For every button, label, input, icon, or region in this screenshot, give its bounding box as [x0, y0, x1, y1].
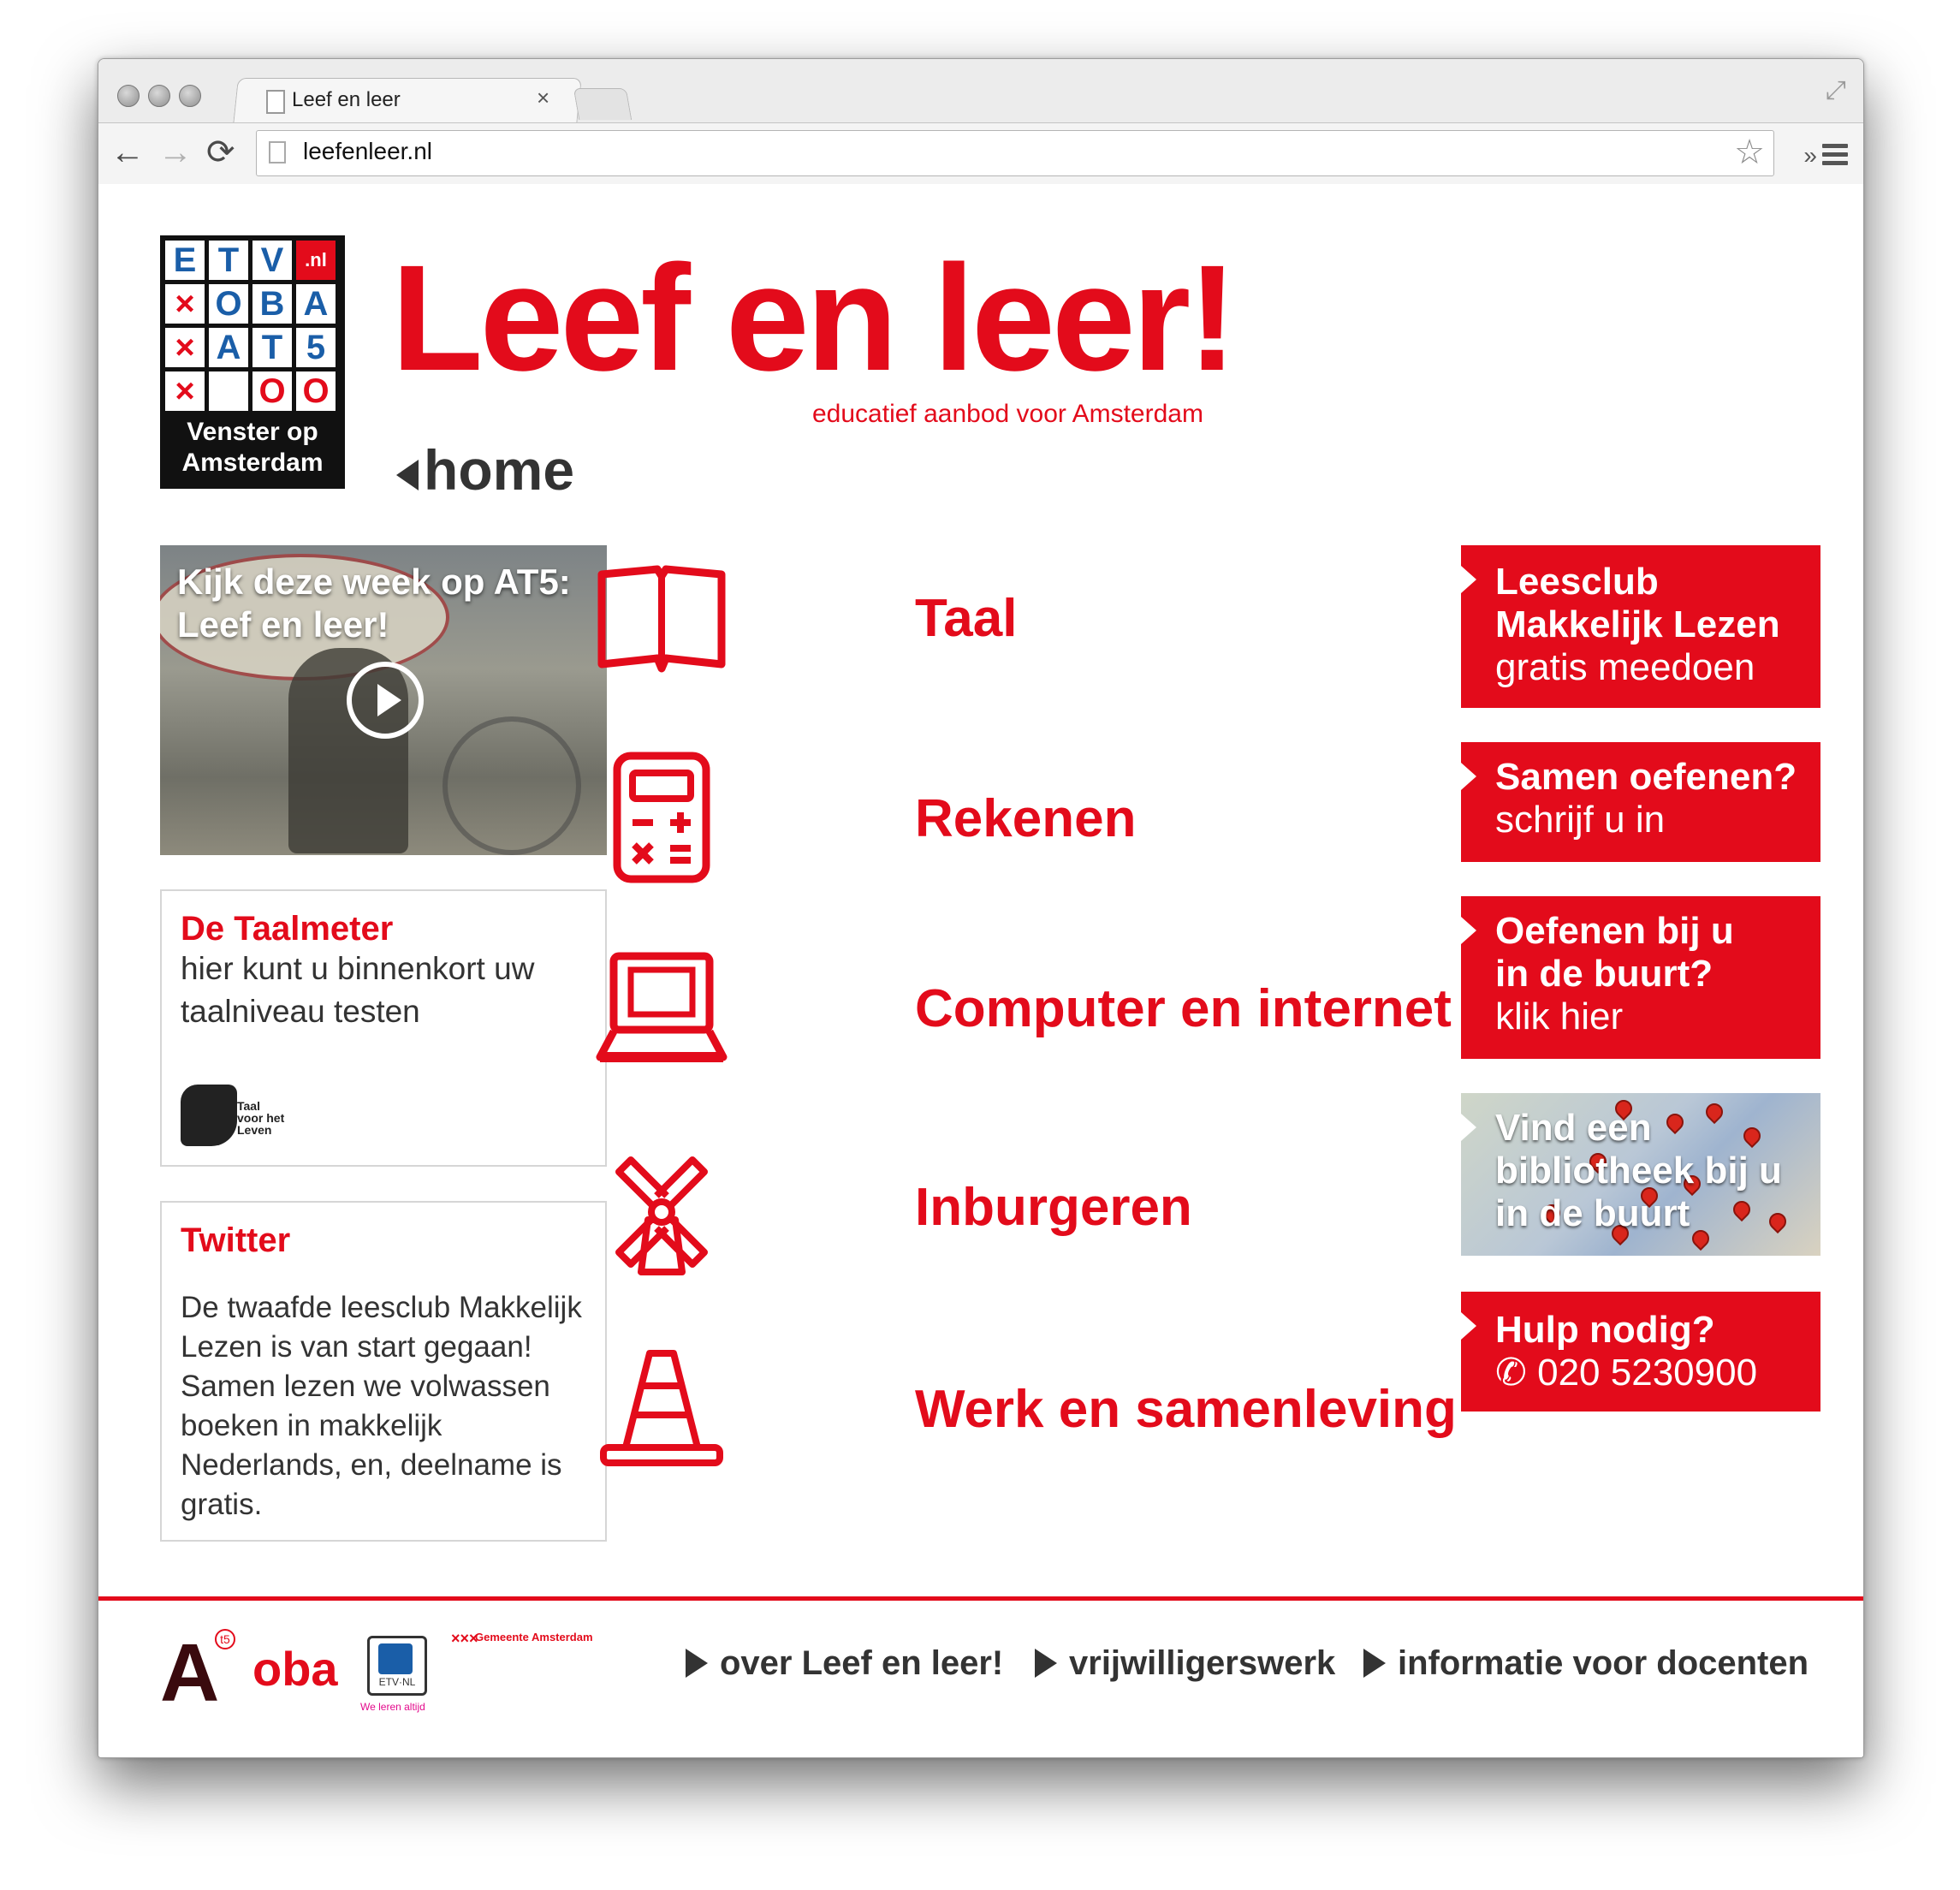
arrow-icon	[1461, 1114, 1476, 1141]
play-triangle-icon	[686, 1649, 708, 1678]
browser-window	[98, 58, 1864, 1758]
vind-bibliotheek-text: Vind een bibliotheek bij u in de buurt	[1495, 1107, 1782, 1234]
category-werk-en-samenleving[interactable]	[593, 1345, 1457, 1482]
reload-icon[interactable]: ⟳	[206, 134, 235, 171]
category-label[interactable]: Inburgeren	[915, 1178, 1192, 1237]
logo-cell: A	[296, 284, 336, 324]
hulp-nodig-button[interactable]	[1461, 1292, 1820, 1412]
site-subtitle: educatief aanbod voor Amsterdam	[812, 400, 1203, 428]
logo-cell: B	[252, 284, 292, 324]
site-title: Leef en leer!	[391, 235, 1234, 402]
leesclub-line-3: gratis meedoen	[1495, 646, 1755, 688]
etv-tagline: We leren altijd	[360, 1701, 425, 1713]
etv-nl-logo[interactable]	[367, 1636, 427, 1696]
logo-cell: ×	[165, 284, 205, 324]
leesclub-line-1: Leesclub	[1495, 561, 1659, 603]
category-label[interactable]: Computer en internet	[915, 979, 1452, 1038]
gemeente-amsterdam-xxx-icon: ×××	[451, 1630, 478, 1647]
extensions-chevron-icon[interactable]: »	[1803, 142, 1817, 169]
bookmark-star-icon[interactable]: ☆	[1734, 134, 1765, 171]
at5-badge: t5	[215, 1629, 235, 1649]
forward-arrow-icon[interactable]: →	[158, 134, 193, 171]
web-page	[98, 184, 1863, 1757]
logo-cell: O	[296, 371, 336, 411]
calculator-icon	[593, 749, 730, 886]
hulp-phone-row	[1495, 1352, 1820, 1394]
twitter-title[interactable]: Twitter	[181, 1221, 291, 1259]
menu-icon[interactable]	[1822, 144, 1848, 169]
leesclub-line-2: Makkelijk Lezen	[1495, 603, 1780, 645]
address-bar[interactable]	[256, 130, 1774, 176]
logo-cell: T	[209, 241, 248, 280]
book-icon	[593, 557, 730, 677]
oefenen-line-3: klik hier	[1495, 996, 1624, 1037]
video-caption: Kijk deze week op AT5: Leef en leer!	[177, 562, 571, 645]
traffic-cone-icon	[593, 1345, 730, 1473]
logo-cell: ×	[165, 371, 205, 411]
etv-logo-label: ETV·NL	[378, 1676, 416, 1688]
footer-link-docenten[interactable]	[1363, 1644, 1809, 1683]
play-triangle-icon	[1035, 1649, 1057, 1678]
at5-logo[interactable]: A	[160, 1627, 220, 1719]
logo-cell: V	[252, 241, 292, 280]
taal-voor-het-leven-logo	[181, 1081, 283, 1150]
taalmeter-text: hier kunt u binnenkort uw taalniveau testen	[181, 951, 535, 1029]
venster-op-amsterdam-logo[interactable]	[160, 235, 345, 489]
back-triangle-icon	[396, 460, 419, 490]
browser-tab-content[interactable]	[249, 83, 574, 122]
logo-cell: ×	[165, 328, 205, 367]
leesclub-button[interactable]	[1461, 545, 1820, 708]
footer-link-vrijwilligerswerk[interactable]	[1035, 1644, 1335, 1683]
etv-logo-mark	[378, 1643, 413, 1674]
bicycle-image	[442, 716, 581, 855]
tweet-text: De twaafde leesclub Makkelijk Lezen is van start gegaan! Samen lezen we volwassen boeken in makkelijk Nederlands, en, deelname is gratis.	[181, 1291, 582, 1521]
category-taal[interactable]	[593, 557, 1432, 694]
oba-logo[interactable]: oba	[252, 1642, 338, 1696]
samen-oefenen-button[interactable]	[1461, 742, 1820, 862]
video-thumbnail[interactable]	[160, 545, 607, 855]
samen-line-2: schrijf u in	[1495, 799, 1666, 841]
twitter-box	[160, 1201, 607, 1542]
laptop-icon	[593, 946, 730, 1074]
play-icon[interactable]	[347, 662, 424, 739]
gemeente-amsterdam-logo[interactable]: Gemeente Amsterdam	[475, 1631, 593, 1643]
title-bar	[98, 59, 1863, 122]
taalmeter-box[interactable]	[160, 889, 607, 1167]
fullscreen-icon[interactable]: ⤢	[1826, 76, 1846, 104]
windmill-icon	[593, 1148, 730, 1276]
footer-link-label: over Leef en leer!	[720, 1644, 1004, 1682]
url-text[interactable]: leefenleer.nl	[303, 138, 433, 164]
footer-link-label: informatie voor docenten	[1398, 1644, 1809, 1682]
browser-toolbar	[98, 122, 1863, 186]
logo-cell: O	[252, 371, 292, 411]
category-label[interactable]: Rekenen	[915, 789, 1137, 848]
logo-cell: O	[209, 284, 248, 324]
logo-cell: T	[252, 328, 292, 367]
page-icon	[266, 90, 285, 114]
phone-icon: ✆	[1495, 1352, 1527, 1394]
zoom-window-button[interactable]	[179, 85, 201, 107]
category-label[interactable]: Taal	[915, 589, 1018, 648]
home-label: home	[424, 438, 575, 502]
logo-line-1: Venster op	[187, 418, 318, 446]
logo-cell	[209, 371, 248, 411]
category-inburgeren[interactable]	[593, 1148, 1432, 1285]
category-label[interactable]: Werk en samenleving	[915, 1380, 1457, 1439]
category-rekenen[interactable]	[593, 749, 1432, 886]
taalmeter-title[interactable]: De Taalmeter	[181, 910, 394, 948]
footer-link-label: vrijwilligerswerk	[1069, 1644, 1336, 1682]
hulp-title: Hulp nodig?	[1495, 1309, 1715, 1351]
footer-divider	[98, 1596, 1863, 1601]
taal-voor-het-leven-label: Taal voor het Leven	[237, 1099, 285, 1137]
minimize-window-button[interactable]	[148, 85, 170, 107]
footer-link-over[interactable]	[686, 1644, 1003, 1683]
samen-line-1: Samen oefenen?	[1495, 756, 1797, 798]
logo-cell: E	[165, 241, 205, 280]
oefenen-in-de-buurt-button[interactable]	[1461, 896, 1820, 1059]
logo-line-2: Amsterdam	[181, 449, 324, 477]
logo-cell: .nl	[296, 241, 336, 280]
oefenen-line-2: in de buurt?	[1495, 953, 1714, 995]
logo-cell: 5	[296, 328, 336, 367]
close-window-button[interactable]	[117, 85, 140, 107]
tab-close-icon[interactable]: ×	[537, 85, 550, 110]
logo-cell: A	[209, 328, 248, 367]
people-silhouette-icon	[181, 1085, 237, 1146]
new-tab-button[interactable]	[573, 88, 633, 120]
play-triangle-icon	[1363, 1649, 1386, 1678]
tab-title: Leef en leer	[292, 88, 401, 111]
home-link[interactable]	[396, 437, 574, 502]
oefenen-line-1: Oefenen bij u	[1495, 910, 1734, 952]
logo-text	[160, 417, 345, 478]
category-computer-en-internet[interactable]	[593, 946, 1452, 1083]
vind-bibliotheek-map-button[interactable]	[1461, 1093, 1820, 1256]
page-icon	[269, 141, 286, 163]
back-arrow-icon[interactable]: ←	[110, 134, 145, 171]
phone-number[interactable]: 020 5230900	[1537, 1352, 1758, 1394]
